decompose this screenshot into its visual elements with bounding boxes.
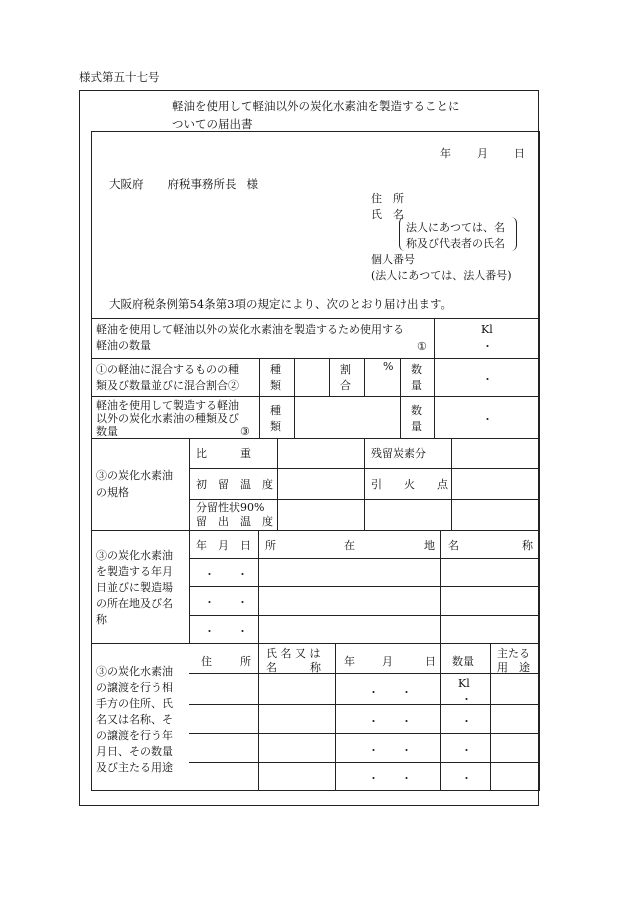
date-year-label: 年: [440, 147, 451, 160]
transfer-row-qty-dot: ・: [461, 772, 472, 785]
date-day-label: 日: [514, 147, 525, 160]
production-label-3: 日並びに製造場: [96, 581, 173, 594]
spec-label-2: の規格: [96, 486, 129, 499]
row3-decimal-dot: ・: [482, 413, 493, 426]
row-rule: [189, 586, 539, 587]
corp-note-line-2: 称及び代表者の氏名: [406, 237, 505, 250]
col-rule: [440, 643, 441, 790]
transfer-qty-unit: Kl: [458, 677, 470, 690]
spec-label-1: ③の炭化水素油: [96, 469, 173, 482]
form-title: 軽油を使用して軽油以外の炭化水素油を製造することについての届出書: [172, 99, 460, 131]
transfer-label-1: ③の炭化水素油: [96, 665, 173, 678]
transfer-col-address-1: 住: [201, 655, 212, 668]
name-label: 氏 名: [371, 208, 404, 221]
personal-number-label: 個人番号: [371, 253, 415, 266]
statement-text: 大阪府税条例第54条第3項の規定により、次のとおり届け出ます。: [109, 297, 453, 311]
production-col-location-1: 所: [265, 539, 276, 552]
transfer-col-use-1: 主たる: [497, 647, 530, 660]
col-rule: [258, 643, 259, 790]
row1-label-2: 軽油の数量: [96, 339, 151, 352]
col-rule: [434, 358, 435, 438]
spec-initial-boiling: 初 留 温 度: [196, 478, 273, 491]
transfer-row-date-dots: ・ ・: [368, 686, 412, 699]
row3-type-label-1: 種: [270, 404, 281, 417]
production-col-date: 年 月 日: [196, 539, 251, 552]
form-number: 様式第五十七号: [79, 70, 160, 84]
row2-type-label-2: 類: [270, 379, 281, 392]
transfer-col-address-2: 所: [240, 655, 251, 668]
transfer-label-7: 及び主たる用途: [96, 761, 173, 774]
spec-distill-1: 分留性状90%: [196, 501, 265, 514]
row1-label-1: 軽油を使用して軽油以外の炭化水素油を製造するため使用する: [96, 323, 404, 336]
row-rule: [189, 762, 539, 763]
production-row-date-dots: ・ ・: [204, 596, 248, 609]
row1-decimal-dot: ・: [482, 340, 493, 353]
production-col-name-2: 称: [522, 539, 533, 552]
row3-qty-label-1: 数: [411, 404, 422, 417]
transfer-row-qty-dot: ・: [461, 744, 472, 757]
row-rule: [189, 704, 539, 705]
addressee-office: 府税事務所長: [167, 177, 237, 191]
row1-unit: Kl: [481, 323, 493, 336]
transfer-col-date-3: 日: [425, 655, 436, 668]
col-rule: [335, 643, 336, 790]
production-col-location-3: 地: [424, 539, 435, 552]
row2-type-label-1: 種: [270, 363, 281, 376]
row-rule: [189, 733, 539, 734]
transfer-row-date-dots: ・ ・: [368, 772, 412, 785]
transfer-label-5: の譲渡を行う年: [96, 729, 173, 742]
col-rule: [364, 358, 365, 396]
transfer-row-qty-dot: ・: [461, 693, 472, 706]
addressee-honorific: 様: [246, 177, 258, 191]
row3-qty-label-2: 量: [411, 420, 422, 433]
col-rule: [400, 358, 401, 438]
production-label-5: 称: [96, 613, 107, 626]
col-rule: [364, 438, 365, 530]
transfer-col-use-2: 用 途: [497, 661, 530, 674]
col-rule: [259, 358, 260, 438]
production-col-name-1: 名: [448, 539, 459, 552]
spec-distill-2: 留 出 温 度: [196, 515, 273, 528]
row3-marker: ③: [240, 425, 250, 438]
production-col-location-2: 在: [344, 539, 355, 552]
row-rule: [189, 673, 539, 674]
spec-specific-gravity: 比 重: [196, 447, 251, 460]
spec-flash-point: 引 火 点: [371, 478, 448, 491]
production-row-date-dots: ・ ・: [204, 625, 248, 638]
row-rule: [91, 530, 539, 531]
row-rule: [91, 318, 539, 319]
transfer-label-4: 名又は名称、そ: [96, 713, 173, 726]
corp-number-note: (法人にあつては、法人番号): [371, 269, 512, 282]
col-rule: [451, 438, 452, 530]
row3-label-2: 以外の炭化水素油の種類及び: [96, 412, 239, 425]
transfer-row-qty-dot: ・: [461, 715, 472, 728]
transfer-row-date-dots: ・ ・: [368, 744, 412, 757]
production-label-2: を製造する年月: [96, 565, 173, 578]
col-rule: [434, 318, 435, 358]
row2-label-2: 類及び数量並びに混合割合②: [96, 379, 239, 392]
row-rule: [91, 396, 539, 397]
col-rule: [277, 438, 278, 530]
row-rule: [189, 558, 539, 559]
transfer-label-2: の譲渡を行う相: [96, 681, 173, 694]
col-rule: [294, 358, 295, 438]
transfer-row-date-dots: ・ ・: [368, 715, 412, 728]
row2-qty-label-1: 数: [411, 363, 422, 376]
row2-label-1: ①の軽油に混合するものの種: [96, 363, 239, 376]
row-rule: [189, 615, 539, 616]
row3-type-label-2: 類: [270, 420, 281, 433]
transfer-col-name-1: 氏 名 又 は: [266, 647, 321, 660]
transfer-col-date-2: 月: [382, 655, 393, 668]
row2-qty-label-2: 量: [411, 379, 422, 392]
col-rule: [329, 358, 330, 396]
production-row-date-dots: ・ ・: [204, 568, 248, 581]
row-rule: [91, 358, 539, 359]
production-label-4: の所在地及び名: [96, 597, 173, 610]
transfer-label-6: 月日、その数量: [96, 745, 173, 758]
row1-marker: ①: [417, 340, 427, 353]
row2-ratio-label-1: 割: [340, 363, 351, 376]
row3-label-3: 数量: [96, 425, 118, 438]
transfer-col-qty: 数量: [452, 655, 474, 668]
transfer-col-name-2: 名 称: [266, 661, 321, 674]
corp-note-bracket: [399, 217, 517, 251]
row2-percent-sign: %: [383, 360, 394, 373]
transfer-label-3: 手方の住所、氏: [96, 697, 173, 710]
row-rule: [91, 438, 539, 439]
row2-ratio-label-2: 合: [340, 379, 351, 392]
col-rule: [258, 530, 259, 643]
production-label-1: ③の炭化水素油: [96, 549, 173, 562]
addressee-prefecture: 大阪府: [109, 177, 144, 191]
col-rule: [440, 530, 441, 643]
row2-decimal-dot: ・: [482, 373, 493, 386]
row-rule: [91, 643, 539, 644]
transfer-col-date-1: 年: [344, 655, 355, 668]
address-label: 住 所: [371, 192, 404, 205]
col-rule: [490, 643, 491, 790]
addressee: [109, 176, 258, 192]
spec-carbon-residue: 残留炭素分: [371, 447, 426, 460]
row3-label-1: 軽油を使用して製造する軽油: [96, 399, 239, 412]
date-month-label: 月: [477, 147, 488, 160]
corp-note-line-1: 法人にあつては、名: [406, 221, 505, 234]
